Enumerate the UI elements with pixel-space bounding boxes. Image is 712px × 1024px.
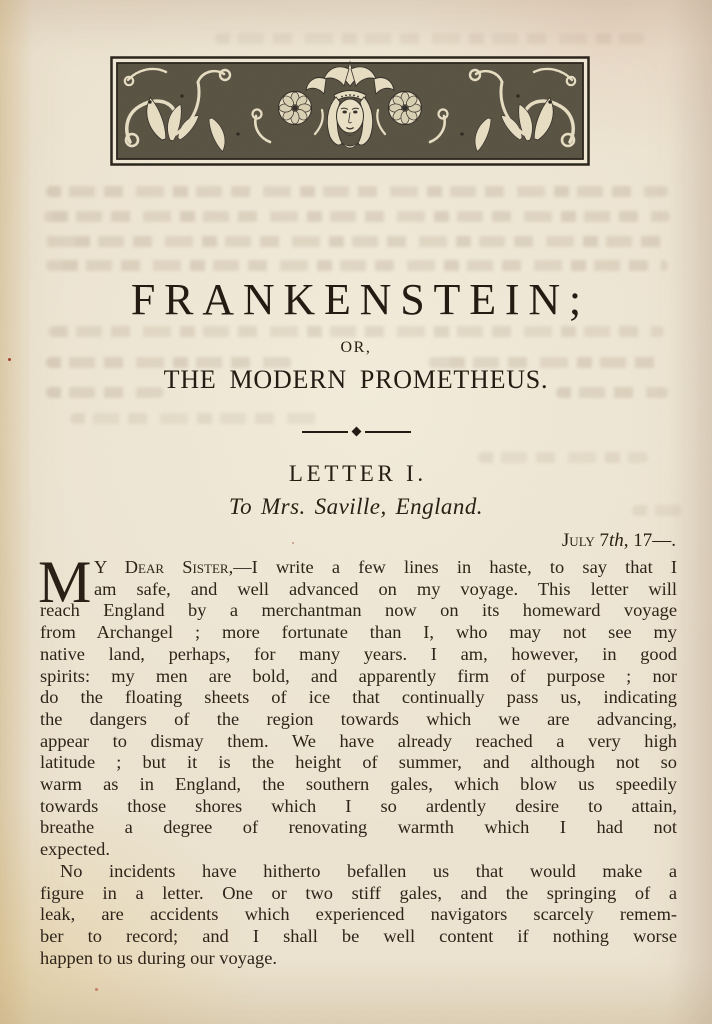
text-line: reach England by a merchantman now on its homeward voyage	[40, 600, 677, 621]
divider-rule-right	[365, 431, 411, 433]
salutation-prefix: Y	[94, 557, 125, 577]
text-line: from Archangel ; more fortunate than I, who may not see my	[40, 622, 677, 643]
text-line: No incidents have hitherto befallen us that would make a	[60, 860, 677, 881]
divider-rule-left	[302, 431, 348, 433]
text-line	[40, 557, 677, 579]
text-line: appear to dismay them. We have already reached a very high	[40, 730, 677, 751]
foxing-speck	[95, 988, 98, 991]
divider-diamond-icon	[351, 427, 361, 437]
text-line: figure in a letter. One or two stiff gales, and the springing of a	[40, 882, 677, 903]
date-ordinal: th	[608, 530, 624, 551]
book-subtitle: THE MODERN PROMETHEUS.	[163, 365, 549, 394]
date-day: 7	[599, 530, 609, 551]
text-line: latitude ; but it is the height of summer, and although not so	[40, 752, 677, 773]
bleedthrough-text-smudge	[44, 236, 670, 247]
bleedthrough-text-smudge	[44, 211, 670, 222]
paragraph-1	[38, 549, 677, 861]
bleedthrough-text-smudge	[215, 33, 645, 44]
text-line: breathe a degree of renovating warmth which I had not	[40, 817, 677, 838]
date-month: July	[561, 530, 595, 551]
text-line: ber to record; and I shall be well content if nothing worse	[40, 925, 677, 946]
text-line: the dangers of the region towards which we are advancing,	[40, 708, 677, 729]
text-line: happen to us during our voyage.	[40, 947, 277, 968]
foxing-speck	[8, 358, 11, 361]
section-divider	[0, 428, 712, 435]
book-title: FRANKENSTEIN;	[130, 275, 590, 324]
letter-addressee: To Mrs. Saville, England.	[228, 494, 484, 519]
ornamental-headpiece	[110, 56, 590, 166]
text-line: towards those shores which I so ardently desire to attain,	[40, 795, 677, 816]
letter-body	[38, 549, 677, 969]
paragraph-2	[40, 861, 677, 970]
bleedthrough-text-smudge	[70, 413, 320, 424]
text-line: expected.	[40, 839, 110, 860]
bleedthrough-text-smudge	[46, 260, 668, 271]
salutation: Dear Sister	[124, 557, 229, 577]
text-line: do the floating sheets of ice that continually pass us, indicating	[40, 687, 677, 708]
text-line: am safe, and well advanced on my voyage. This letter will	[94, 578, 677, 599]
text-line: spirits: my men are bold, and apparently firm of purpose ; nor	[40, 665, 677, 686]
dropcap-letter: M	[38, 549, 92, 615]
bleedthrough-text-smudge	[46, 186, 668, 197]
bleedthrough-text-smudge	[48, 326, 664, 337]
text-line: leak, are accidents which experienced navigators scarcely remem-	[40, 904, 677, 925]
letter-heading: LETTER I.	[288, 461, 427, 486]
text-line: warm as in England, the southern gales, which blow us speedily	[40, 774, 677, 795]
headpiece-woodcut-icon	[110, 56, 590, 166]
title-or: OR,	[340, 339, 372, 356]
date-year: , 17—.	[623, 530, 676, 551]
line-text: ,—I write a few lines in haste, to say that I	[228, 557, 677, 577]
letter-dateline	[40, 530, 676, 552]
text-line: native land, perhaps, for many years. I am, however, in good	[40, 643, 677, 664]
